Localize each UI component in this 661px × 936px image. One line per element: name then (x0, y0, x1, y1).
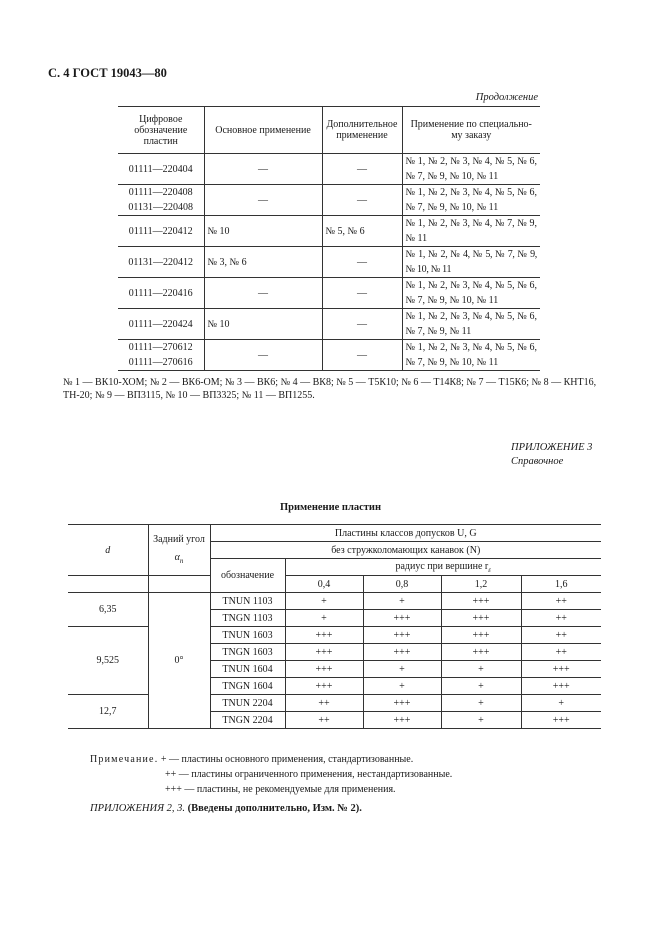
extra-cell: — (322, 278, 402, 309)
designation-cell: TNUN 1103 (210, 593, 285, 610)
col-header-classes: Пластины классов допусков U, G (210, 525, 601, 542)
amendment-footer: ПРИЛОЖЕНИЯ 2, 3. (Введены дополнительно, Изм. № 2). (90, 803, 362, 814)
code-cell: 01111—220404 (118, 154, 204, 185)
table-row (118, 216, 540, 247)
col-header-d: d (68, 525, 148, 576)
code-cell: 01131—220412 (118, 247, 204, 278)
plates-application-table (68, 524, 601, 729)
d-cell: 12,7 (68, 695, 148, 729)
table-row: TNUN 1604 +++ + + +++ (68, 661, 601, 678)
main-cell: — (204, 278, 322, 309)
material-legend: № 1 — ВК10-ХОМ; № 2 — ВК6-ОМ; № 3 — ВК6; № 4 — ВК8; № 5 — Т5К10; № 6 — Т14К8; № 7 — Т15К6; № 8 — КНТ16, ТН-20; № 9 — ВП3115, № 10 — ВП3325; № 11 — ВП1255. (63, 377, 597, 401)
d-cell: 6,35 (68, 593, 148, 627)
note-line: + — пластины основного применения, стандартизованные. (160, 754, 414, 765)
table-row (118, 247, 540, 278)
table-row: TNGN 1603 +++ +++ +++ ++ (68, 644, 601, 661)
special-cell: № 1, № 2, № 4, № 5, № 7, № 9, № 10, № 11 (402, 247, 540, 278)
code-cell: 01111—220408 01131—220408 (118, 185, 204, 216)
col-header-no-grooves: без стружколомающих канавок (N) (210, 542, 601, 559)
code-cell: 01111—220412 (118, 216, 204, 247)
note-label: Примечание. (90, 754, 159, 765)
note-line: +++ — пластины, не рекомендуемые для применения. (165, 784, 396, 795)
main-cell: № 3, № 6 (204, 247, 322, 278)
col-header-special: Применение по специально-му заказу (402, 107, 540, 154)
special-cell: № 1, № 2, № 3, № 4, № 5, № 6, № 7, № 9, № 10, № 11 (402, 278, 540, 309)
table-row: 12,7 TNUN 2204 ++ +++ + + (68, 695, 601, 712)
table-row: 9,525 TNUN 1603 +++ +++ +++ ++ (68, 627, 601, 644)
radius-0: 0,4 (285, 576, 363, 593)
special-cell: № 1, № 2, № 3, № 4, № 7, № 9, № 11 (402, 216, 540, 247)
note-line: ++ — пластины ограниченного применения, нестандартизованные. (165, 769, 453, 780)
table2-title: Применение пластин (279, 502, 382, 513)
appendix-heading (511, 441, 592, 469)
table-note (90, 752, 452, 797)
code-cell: 01111—220416 (118, 278, 204, 309)
table-row: 6,35 0° TNUN 1103 + + +++ ++ (68, 593, 601, 610)
extra-cell: — (322, 185, 402, 216)
alpha-symbol: α (174, 551, 180, 563)
extra-cell: № 5, № 6 (322, 216, 402, 247)
table-header-row (118, 107, 540, 154)
designation-cell: TNGN 1603 (210, 644, 285, 661)
table-row (118, 278, 540, 309)
extra-cell: — (322, 340, 402, 371)
code-cell: 01111—220424 (118, 309, 204, 340)
page-header: С. 4 ГОСТ 19043—80 (48, 66, 167, 80)
table-row: TNGN 1103 + +++ +++ ++ (68, 610, 601, 627)
main-cell: № 10 (204, 216, 322, 247)
special-cell: № 1, № 2, № 3, № 4, № 5, № 6, № 7, № 9, № 10, № 11 (402, 340, 540, 371)
d-cell: 9,525 (68, 627, 148, 695)
radius-2: 1,2 (441, 576, 521, 593)
table-row (118, 154, 540, 185)
col-header-code: Цифровое обозначение пластин (118, 107, 204, 154)
designation-cell: TNGN 2204 (210, 712, 285, 729)
col-header-designation: обозначение (210, 559, 285, 593)
main-cell: — (204, 340, 322, 371)
table-row (118, 185, 540, 216)
radius-3: 1,6 (521, 576, 601, 593)
continuation-label: Продолжение (475, 92, 538, 103)
designation-cell: TNUN 1604 (210, 661, 285, 678)
designation-cell: TNUN 2204 (210, 695, 285, 712)
table-row: TNGN 1604 +++ + + +++ (68, 678, 601, 695)
table-row (118, 340, 540, 371)
appendix-title: ПРИЛОЖЕНИЕ 3 (511, 442, 593, 453)
radius-1: 0,8 (363, 576, 441, 593)
col-header-radius: радиус при вершине $r_\varepsilon$ (285, 559, 601, 576)
main-cell: — (204, 185, 322, 216)
code-cell: 01111—270612 01111—270616 (118, 340, 204, 371)
main-cell: — (204, 154, 322, 185)
plates-usage-table (118, 106, 540, 371)
special-cell: № 1, № 2, № 3, № 4, № 5, № 6, № 7, № 9, № 10, № 11 (402, 185, 540, 216)
special-cell: № 1, № 2, № 3, № 4, № 5, № 6, № 7, № 9, № 11 (402, 309, 540, 340)
col-header-main: Основное применение (204, 107, 322, 154)
designation-cell: TNGN 1103 (210, 610, 285, 627)
table-row: TNGN 2204 ++ +++ + +++ (68, 712, 601, 729)
designation-cell: TNUN 1603 (210, 627, 285, 644)
col-header-angle: Задний угол $\alpha_n$ (148, 525, 210, 576)
designation-cell: TNGN 1604 (210, 678, 285, 695)
extra-cell: — (322, 154, 402, 185)
special-cell: № 1, № 2, № 3, № 4, № 5, № 6, № 7, № 9, № 10, № 11 (402, 154, 540, 185)
col-header-extra: Дополнительное применение (322, 107, 402, 154)
angle-cell: 0° (148, 593, 210, 729)
table-row (118, 309, 540, 340)
main-cell: № 10 (204, 309, 322, 340)
appendix-subtitle: Справочное (511, 456, 564, 467)
extra-cell: — (322, 247, 402, 278)
extra-cell: — (322, 309, 402, 340)
